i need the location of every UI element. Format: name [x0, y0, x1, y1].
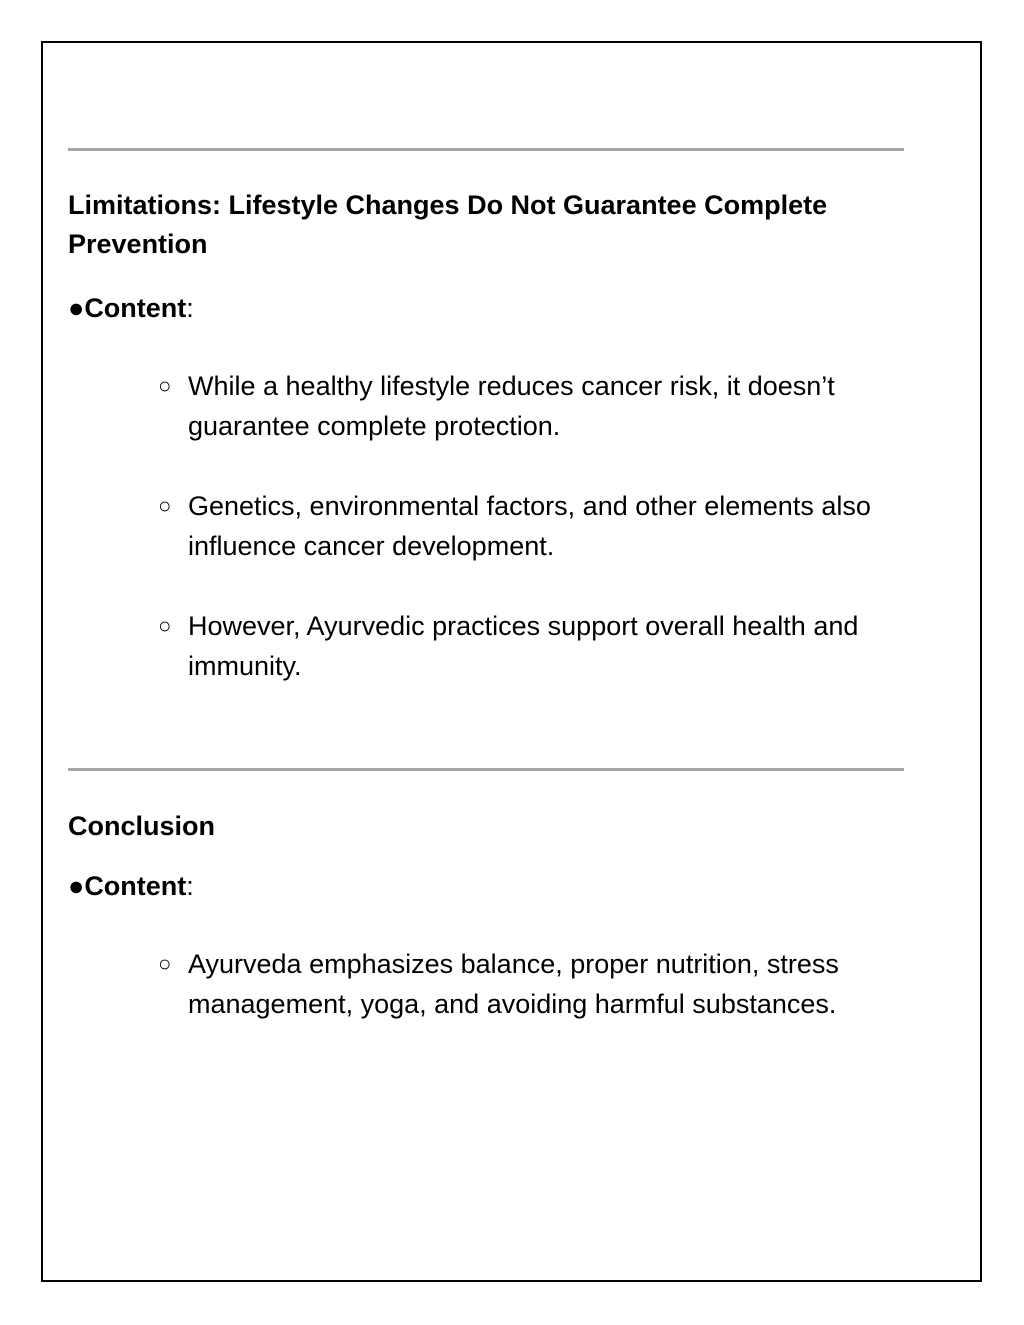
content-label-colon: :	[186, 871, 194, 901]
hollow-bullet-icon: ○	[158, 373, 172, 398]
filled-bullet-icon: ●	[68, 293, 85, 323]
list-item-text: Genetics, environmental factors, and other elements also influence cancer development.	[188, 491, 871, 561]
section-divider	[68, 148, 904, 151]
list-item	[158, 366, 898, 446]
content-label-text: Content	[84, 871, 187, 901]
list-item-text: Ayurveda emphasizes balance, proper nutrition, stress management, yoga, and avoiding harmful substances.	[188, 949, 839, 1019]
list-item	[158, 486, 898, 566]
section-divider	[68, 768, 904, 771]
section-heading-limitations: Limitations: Lifestyle Changes Do Not Guarantee Complete Prevention	[68, 190, 828, 259]
hollow-bullet-icon: ○	[158, 951, 172, 976]
list-item	[158, 606, 898, 686]
filled-bullet-icon: ●	[68, 871, 85, 901]
content-label-text: Content	[84, 293, 187, 323]
hollow-bullet-icon: ○	[158, 493, 172, 518]
hollow-bullet-icon: ○	[158, 613, 172, 638]
section-heading-conclusion: Conclusion	[68, 811, 215, 841]
list-item-text: While a healthy lifestyle reduces cancer risk, it doesn’t guarantee complete protection.	[188, 371, 835, 441]
content-label	[68, 289, 194, 328]
list-item-text: However, Ayurvedic practices support overall health and immunity.	[188, 611, 859, 681]
content-label-colon: :	[186, 293, 194, 323]
content-label	[68, 867, 194, 906]
list-item	[158, 944, 898, 1024]
